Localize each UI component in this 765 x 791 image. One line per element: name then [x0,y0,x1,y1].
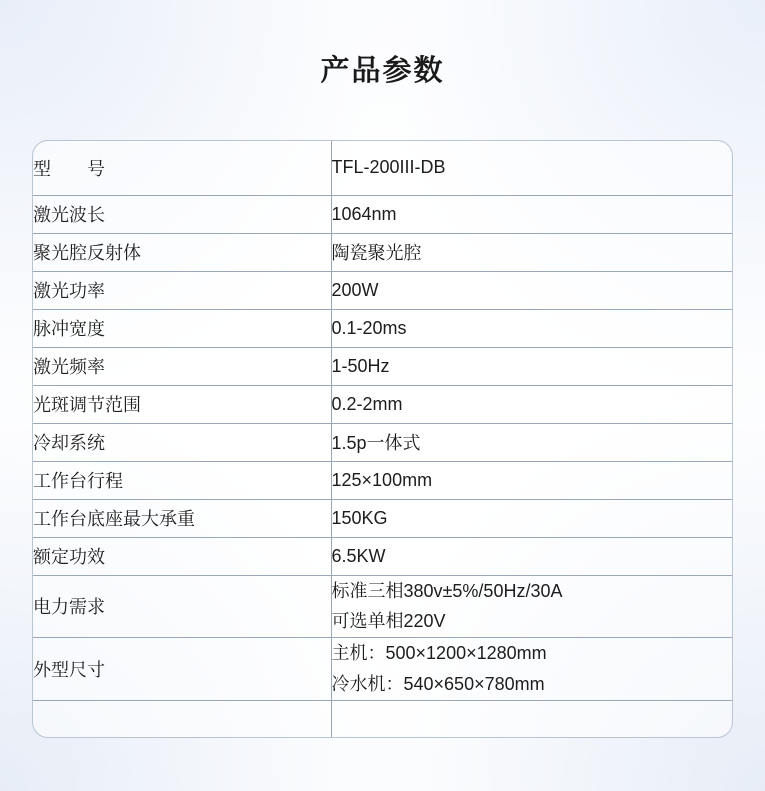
table-row [33,347,733,385]
page-title: 产品参数 [320,55,445,87]
spec-label: 额定功效 [33,537,331,575]
spec-label: 激光频率 [33,347,331,385]
table-row [33,233,733,271]
spec-value: 200W [331,271,733,309]
spec-label: 光斑调节范围 [33,385,331,423]
spec-value: 1.5p一体式 [331,423,733,461]
spec-label: 工作台行程 [33,461,331,499]
table-row [33,141,733,195]
table-row [33,575,733,638]
spec-value: 0.1-20ms [331,309,733,347]
spec-value: 1064nm [331,195,733,233]
spec-value: 陶瓷聚光腔 [331,233,733,271]
spec-value: 150KG [331,499,733,537]
spec-label: 激光波长 [33,195,331,233]
table-row [33,309,733,347]
spec-value-line: 主机：500×1200×1280mm [331,643,547,664]
spec-label-empty [33,701,331,738]
spec-value [331,638,733,701]
spec-value: 125×100mm [331,461,733,499]
spec-value-line: 标准三相380v±5%/50Hz/30A [331,580,563,601]
spec-value: TFL-200III-DB [331,141,733,195]
spec-value-line: 可选单相220V [331,611,446,632]
table-row [33,271,733,309]
table-row [33,423,733,461]
spec-value-empty [331,701,733,738]
table-row [33,385,733,423]
table-row [33,638,733,701]
table-row-spacer [33,701,733,738]
spec-label: 冷却系统 [33,423,331,461]
spec-table [33,141,733,738]
spec-value [331,575,733,638]
spec-value: 6.5KW [331,537,733,575]
spec-value: 1-50Hz [331,347,733,385]
spec-label: 电力需求 [33,575,331,638]
table-row [33,195,733,233]
spec-label: 外型尺寸 [33,638,331,701]
spec-label: 型 号 [33,141,331,195]
spec-label: 激光功率 [33,271,331,309]
spec-card [32,140,733,738]
table-row [33,537,733,575]
spec-label: 脉冲宽度 [33,309,331,347]
table-row [33,461,733,499]
spec-label: 工作台底座最大承重 [33,499,331,537]
spec-label: 聚光腔反射体 [33,233,331,271]
spec-value: 0.2-2mm [331,385,733,423]
table-row [33,499,733,537]
spec-value-line: 冷水机：540×650×780mm [331,674,545,695]
